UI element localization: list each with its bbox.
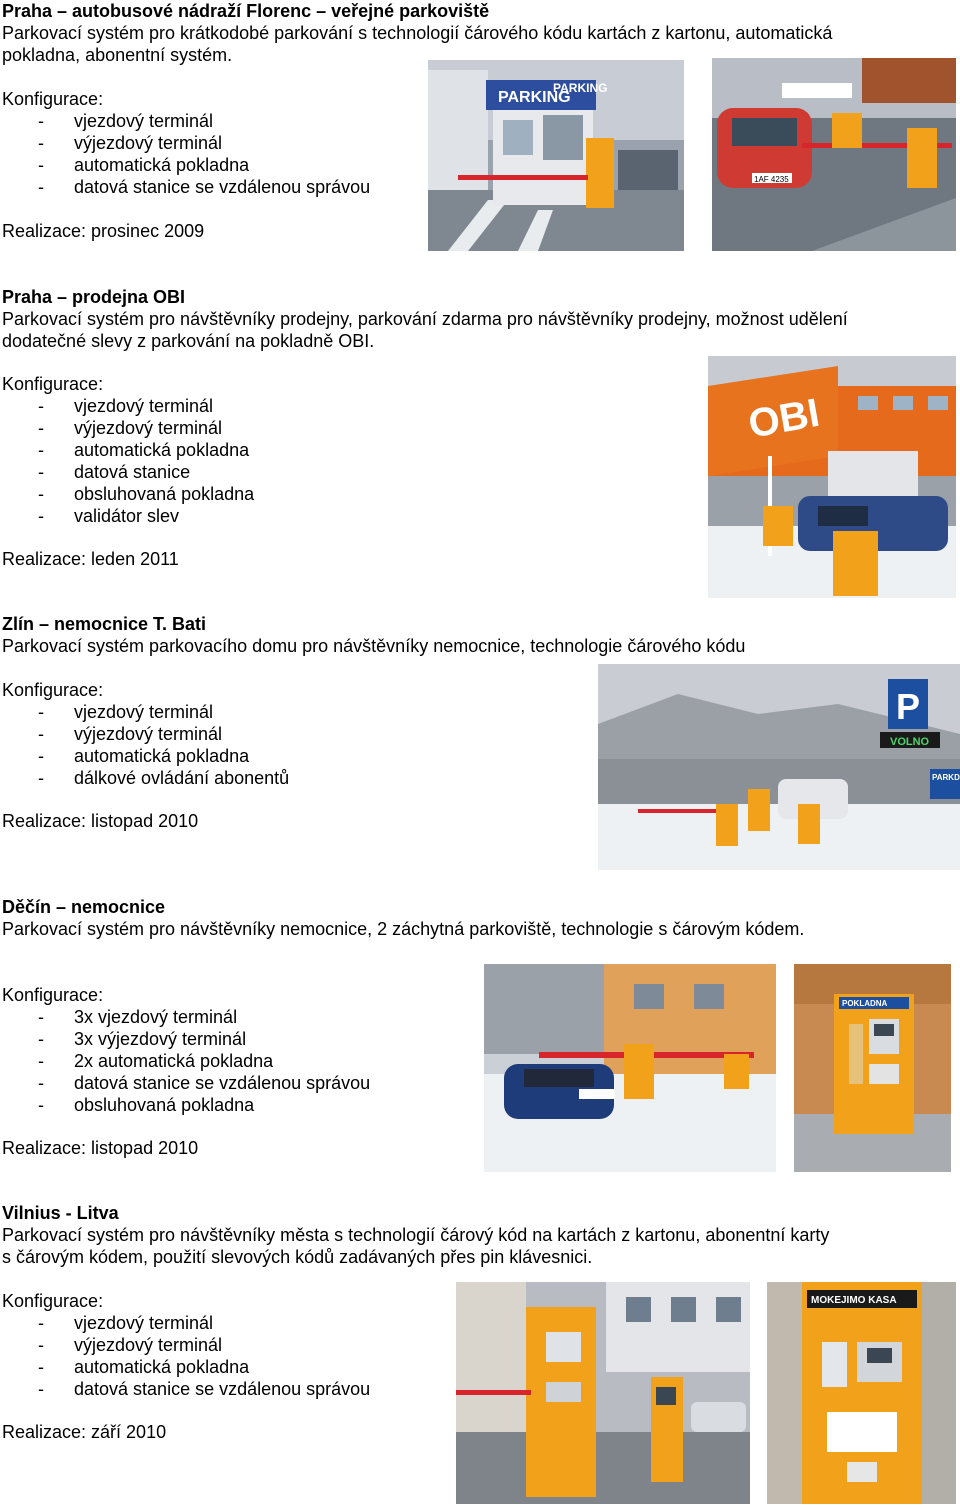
config-item: - datová stanice se vzdálenou správou: [38, 177, 371, 197]
photo-obi-store: [708, 356, 956, 598]
photo-payment-machine: [794, 964, 951, 1172]
svg-text:MOKEJIMO KASA: MOKEJIMO KASA: [811, 1295, 897, 1306]
config-item: - výjezdový terminál: [38, 724, 223, 744]
realization-date: Realizace: leden 2011: [2, 549, 179, 569]
config-item: - vjezdový terminál: [38, 702, 214, 722]
photo-street-terminals: [456, 1282, 750, 1504]
section-description: Parkovací systém pro návštěvníky města s technologií čárový kód na kartách z kartonu, abonentní karty: [2, 1225, 830, 1245]
section-description: Parkovací systém parkovacího domu pro návštěvníky nemocnice, technologie čárového kódu: [2, 636, 746, 656]
config-item: - dálkové ovládání abonentů: [38, 768, 290, 788]
section-description: pokladna, abonentní systém.: [2, 45, 233, 65]
svg-text:POKLADNA: POKLADNA: [842, 999, 888, 1008]
config-item: - validátor slev: [38, 506, 180, 526]
section-description: dodatečné slevy z parkování na pokladně OBI.: [2, 331, 375, 351]
section-description: Parkovací systém pro návštěvníky prodejny, parkování zdarma pro návštěvníky prodejny, možnost udělení: [2, 309, 848, 329]
section-title: Praha – prodejna OBI: [2, 287, 186, 307]
svg-text:OBI: OBI: [745, 390, 823, 447]
section-title: Zlín – nemocnice T. Bati: [2, 614, 207, 634]
config-item: - automatická pokladna: [38, 155, 250, 175]
config-label: Konfigurace:: [2, 89, 104, 109]
config-item: - obsluhovaná pokladna: [38, 484, 255, 504]
section-description: Parkovací systém pro krátkodobé parkování s technologií čárového kódu kartách z kartonu, automatická: [2, 23, 833, 43]
svg-text:PARKD: PARKD: [932, 773, 960, 782]
config-item: - automatická pokladna: [38, 746, 250, 766]
realization-date: Realizace: září 2010: [2, 1422, 167, 1442]
config-item: - datová stanice: [38, 462, 191, 482]
svg-text:PARKING: PARKING: [498, 89, 571, 106]
config-label: Konfigurace:: [2, 680, 104, 700]
config-item: - výjezdový terminál: [38, 133, 223, 153]
svg-text:VOLNO: VOLNO: [890, 736, 930, 748]
config-item: - automatická pokladna: [38, 1357, 250, 1377]
section-description: Parkovací systém pro návštěvníky nemocnice, 2 záchytná parkoviště, technologie s čárovým kódem.: [2, 919, 805, 939]
config-item: - vjezdový terminál: [38, 396, 214, 416]
config-label: Konfigurace:: [2, 1291, 104, 1311]
svg-text:P: P: [896, 686, 921, 727]
config-item: - automatická pokladna: [38, 440, 250, 460]
svg-text:PARKING: PARKING: [553, 81, 608, 95]
photo-car-at-barrier: [712, 58, 956, 251]
section-title: Vilnius - Litva: [2, 1203, 119, 1223]
config-item: - obsluhovaná pokladna: [38, 1095, 255, 1115]
realization-date: Realizace: listopad 2010: [2, 811, 199, 831]
svg-text:1AF 4235: 1AF 4235: [754, 175, 789, 184]
realization-date: Realizace: prosinec 2009: [2, 221, 205, 241]
config-item: - 2x automatická pokladna: [38, 1051, 274, 1071]
photo-hospital-parking-house: [598, 664, 960, 870]
config-item: - 3x výjezdový terminál: [38, 1029, 247, 1049]
config-label: Konfigurace:: [2, 374, 104, 394]
config-item: - 3x vjezdový terminál: [38, 1007, 238, 1027]
section-description: s čárovým kódem, použití slevových kódů zadávaných přes pin klávesnici.: [2, 1247, 593, 1267]
photo-parking-booth: [428, 60, 684, 251]
config-item: - výjezdový terminál: [38, 418, 223, 438]
photo-mokejimo-kasa: [767, 1282, 956, 1504]
config-label: Konfigurace:: [2, 985, 104, 1005]
config-item: - výjezdový terminál: [38, 1335, 223, 1355]
config-item: - datová stanice se vzdálenou správou: [38, 1073, 371, 1093]
config-item: - vjezdový terminál: [38, 111, 214, 131]
config-item: - datová stanice se vzdálenou správou: [38, 1379, 371, 1399]
config-item: - vjezdový terminál: [38, 1313, 214, 1333]
section-title: Děčín – nemocnice: [2, 897, 166, 917]
realization-date: Realizace: listopad 2010: [2, 1138, 199, 1158]
photo-car-in-snow: [484, 964, 776, 1172]
section-title: Praha – autobusové nádraží Florenc – veřejné parkoviště: [2, 1, 490, 21]
